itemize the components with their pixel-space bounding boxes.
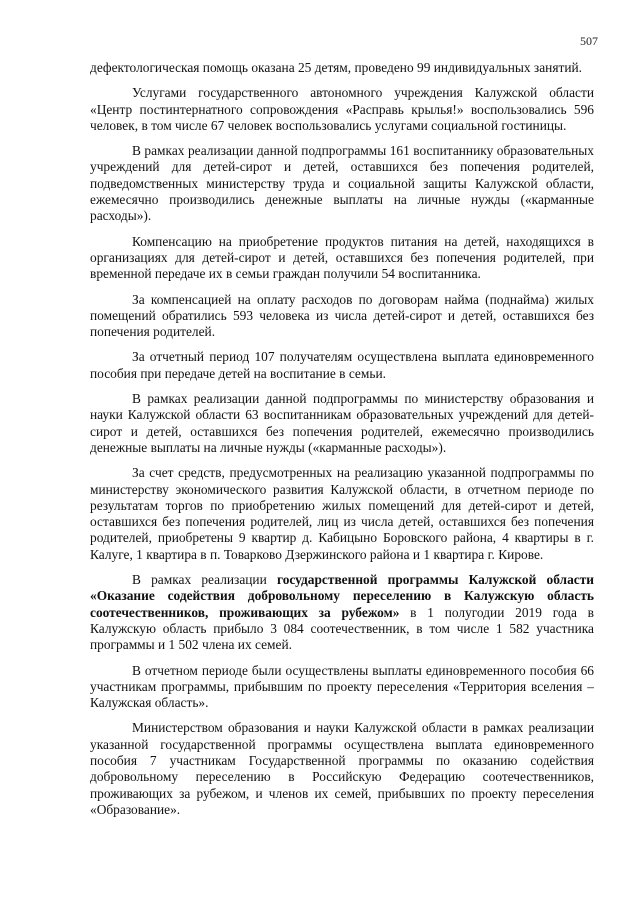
document-body (90, 60, 594, 827)
paragraph-8: За счет средств, предусмотренных на реализацию указанной подпрограммы по министерству экономического развития Калужской области, в отчетном периоде по результатам торгов по приобретению жилых помещений для детей-сирот и детей, оставшихся без попечения родителей, лиц из числа детей, оставшихся без попечения родителей, приобретены 9 квартир д. Кабицыно Боровского района, 4 квартиры в г. Калуге, 1 квартира в п. Товарково Дзержинского района и 1 квартира г. Кирове. (90, 465, 594, 562)
paragraph-9 (90, 572, 594, 653)
paragraph-9-lead: В рамках реализации (132, 572, 277, 588)
paragraph-10: В отчетном периоде были осуществлены выплаты единовременного пособия 66 участникам программы, прибывшим по проекту переселения «Территория вселения – Калужская область». (90, 662, 594, 711)
paragraph-9-rest: в 1 полугодии 2019 года в Калужскую область прибыло 3 084 соотечественник, в том числе 1 582 участника программы и 1 502 члена их семей. (90, 604, 595, 653)
paragraph-11: Министерством образования и науки Калужской области в рамках реализации указанной государственной программы осуществлена выплата единовременного пособия 7 участникам Государственной программы по оказанию содействия добровольному переселению в Российскую Федерацию соотечественников, проживающих за рубежом, и членов их семей, прибывших по проекту переселения «Образование». (90, 720, 594, 817)
paragraph-5: За компенсацией на оплату расходов по договорам найма (поднайма) жилых помещений обратились 593 человека из числа детей-сирот и детей, оставшихся без попечения родителей. (90, 291, 594, 340)
paragraph-2: Услугами государственного автономного учреждения Калужской области «Центр постинтернатного сопровождения «Расправь крылья!» воспользовались 596 человек, в том числе 67 человек воспользовались услугами социальной гостиницы. (90, 85, 594, 133)
paragraph-3: В рамках реализации данной подпрограммы 161 воспитаннику образовательных учреждений для детей-сирот и детей, оставшихся без попечения родителей, подведомственных министерству труда и социальной защиты Калужской области, ежемесячно производились денежные выплаты на личные нужды («карманные расходы»). (90, 143, 594, 224)
paragraph-7: В рамках реализации данной подпрограммы по министерству образования и науки Калужской области 63 воспитанникам образовательных учреждений для детей-сирот и детей, оставшихся без попечения родителей, ежемесячно производились денежные выплаты на личные нужды («карманные расходы»). (90, 391, 594, 455)
page-number: 507 (580, 34, 598, 48)
paragraph-1: дефектологическая помощь оказана 25 детям, проведено 99 индивидуальных занятий. (90, 60, 583, 75)
program-title: государственной программы Калужской области «Оказание содействия добровольному переселению в Калужскую область соотечественников, проживающих за рубежом» (90, 572, 594, 620)
paragraph-6: За отчетный период 107 получателям осуществлена выплата единовременного пособия при передаче детей на воспитание в семьи. (90, 349, 594, 381)
paragraph-4: Компенсацию на приобретение продуктов питания на детей, находящихся в организациях для детей-сирот и детей, оставшихся без попечения родителей, при временной передаче их в семьи граждан получили 54 воспитанника. (90, 233, 594, 282)
